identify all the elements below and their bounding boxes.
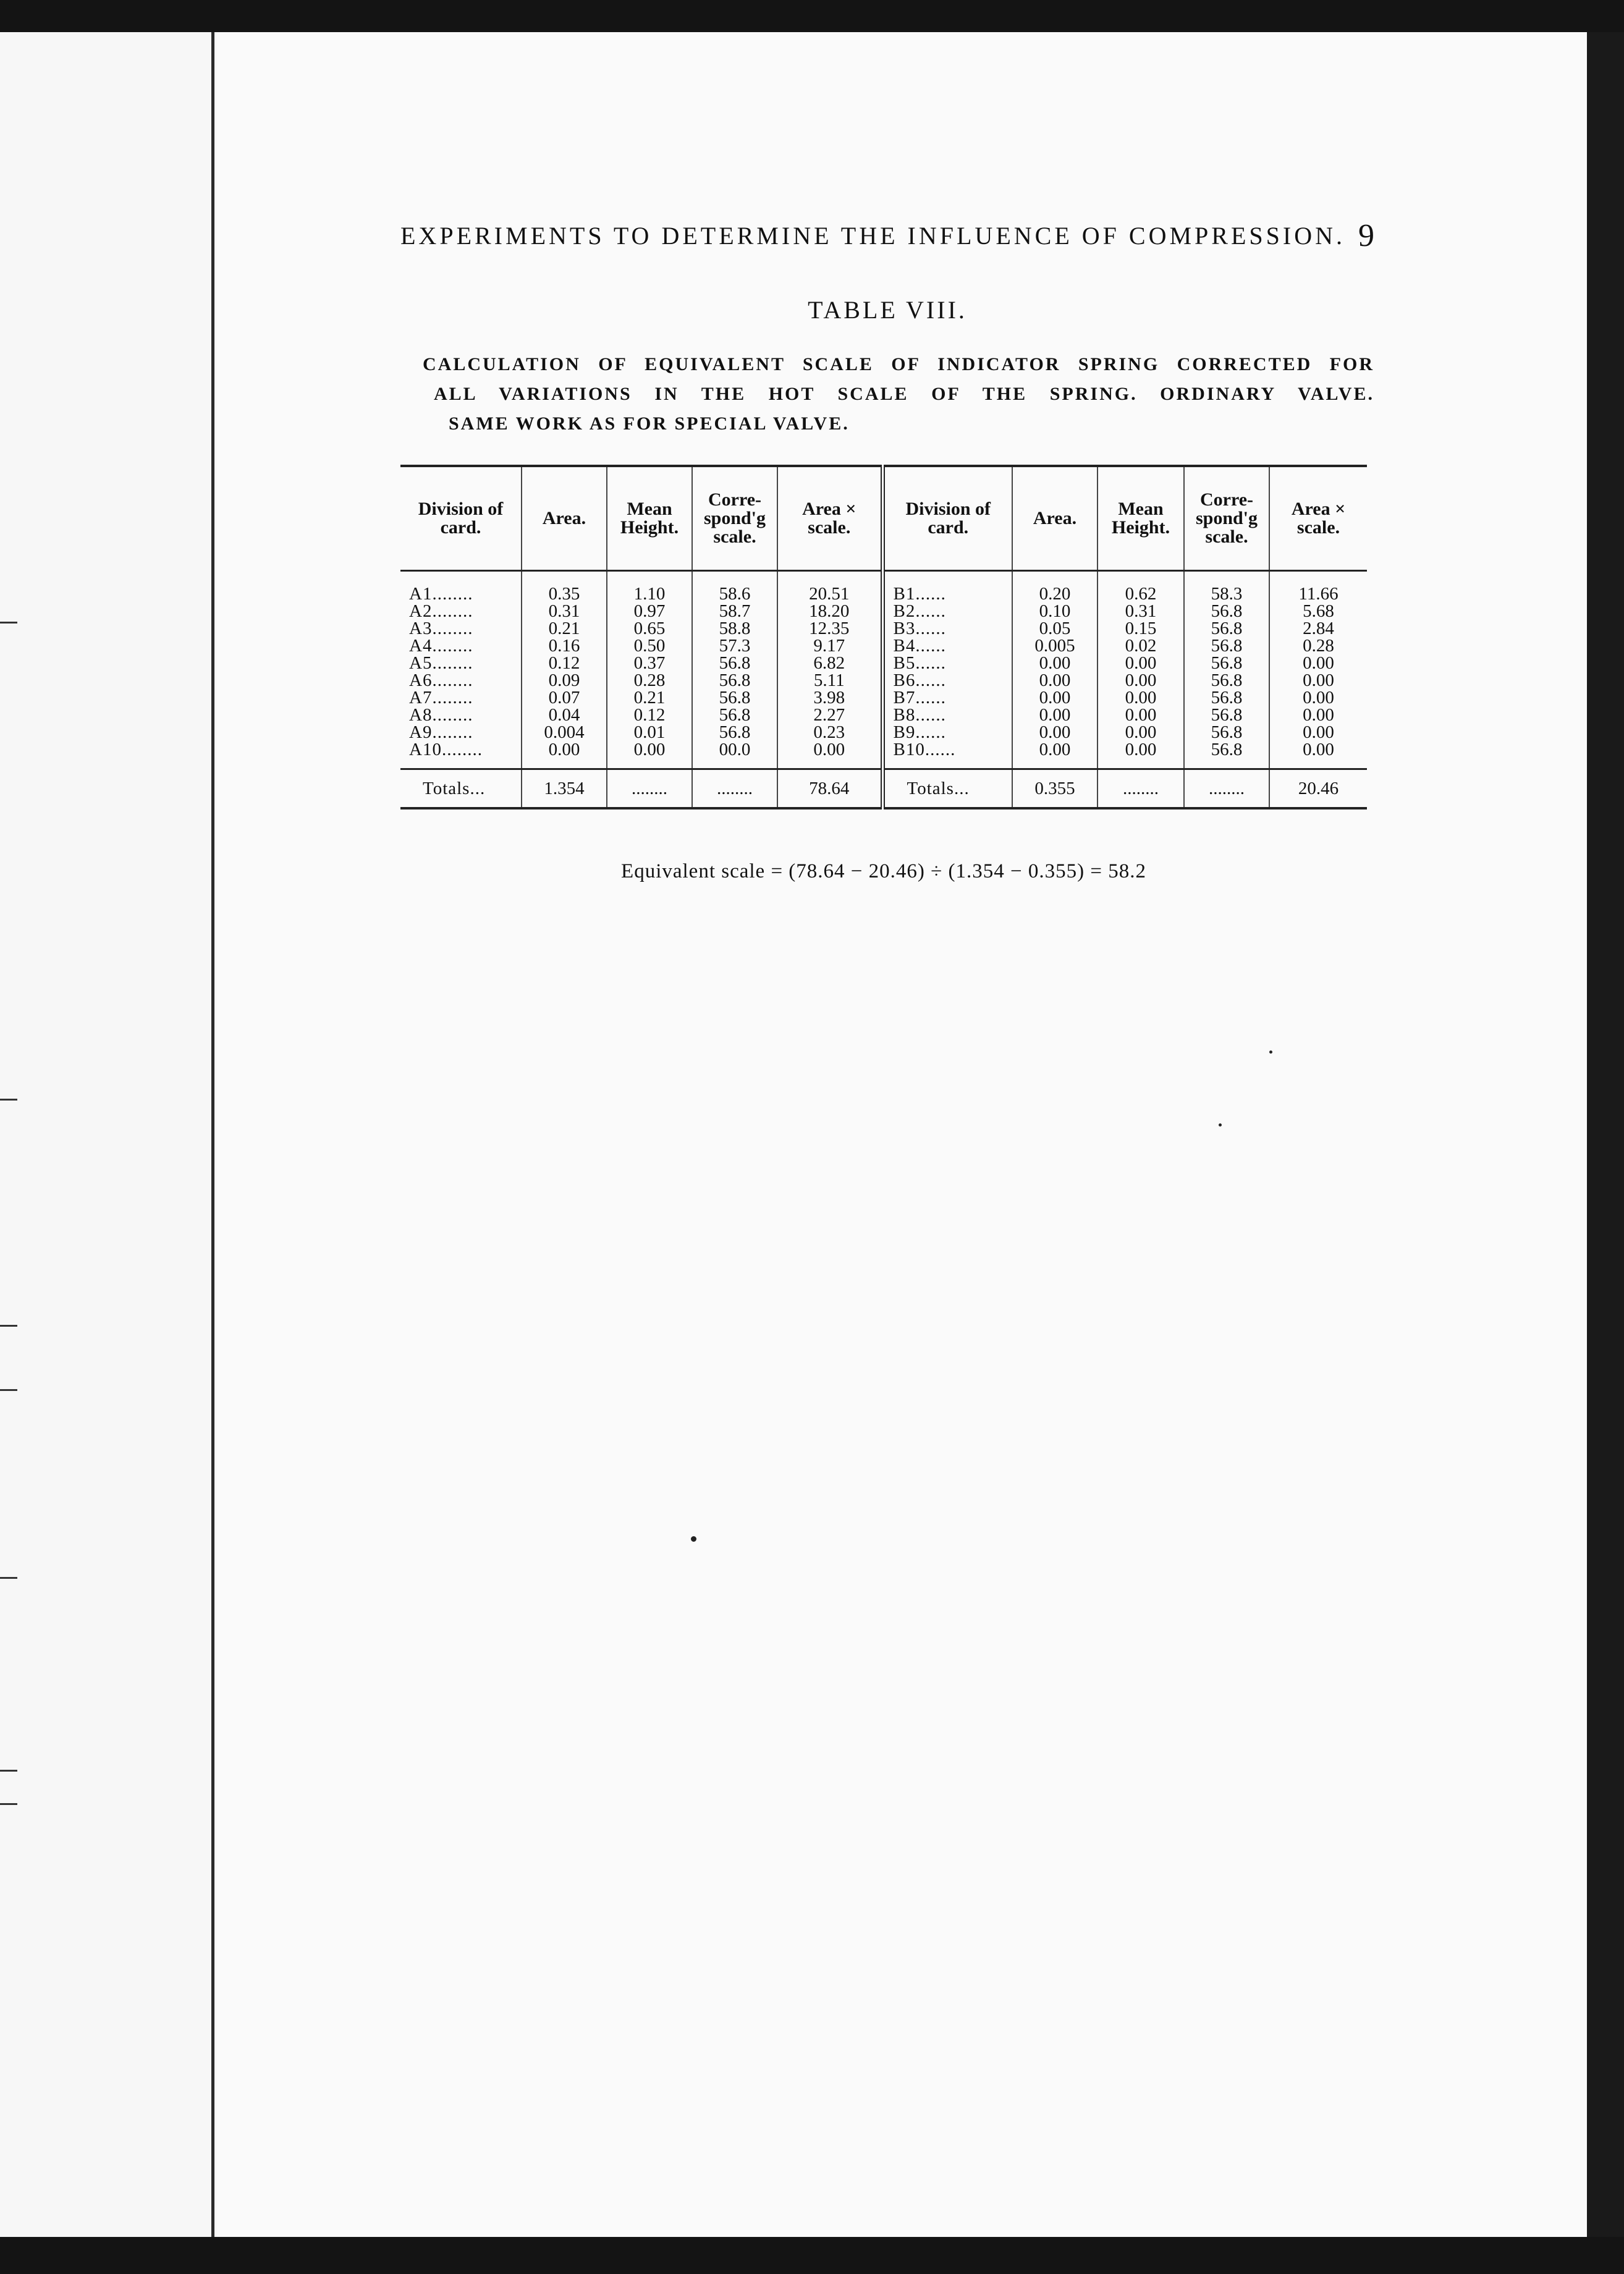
- cell-scale-a: 57.3: [692, 637, 777, 654]
- cell-area-a: 0.00: [522, 741, 607, 769]
- cell-area-x-scale-a: 5.11: [777, 672, 882, 689]
- cell-scale-a: 56.8: [692, 724, 777, 741]
- cell-mean-height-a: 0.01: [607, 724, 692, 741]
- cell-division-b: B7......: [882, 689, 1012, 706]
- margin-tick-mark: [0, 1770, 17, 1772]
- cell-area-x-scale-b: 0.00: [1269, 741, 1367, 769]
- cell-mean-height-a: 0.00: [607, 741, 692, 769]
- page-fold-line: [211, 32, 214, 2237]
- cell-scale-a: 56.8: [692, 672, 777, 689]
- cell-area-x-scale-a: 20.51: [777, 571, 882, 603]
- cell-area-b: 0.00: [1012, 654, 1097, 672]
- cell-division-b: B3......: [882, 620, 1012, 637]
- table-row: [400, 706, 1367, 724]
- cell-mean-height-b: 0.15: [1097, 620, 1184, 637]
- table-row: [400, 672, 1367, 689]
- running-head: [400, 218, 1374, 253]
- cell-scale-a: 00.0: [692, 741, 777, 769]
- table-row: [400, 654, 1367, 672]
- margin-tick-mark: [0, 622, 17, 623]
- cell-scale-a: 56.8: [692, 689, 777, 706]
- calculation-table: [400, 465, 1367, 809]
- cell-area-x-scale-a: 0.00: [777, 741, 882, 769]
- cell-mean-height-a: 0.37: [607, 654, 692, 672]
- cell-mean-height-b: 0.00: [1097, 654, 1184, 672]
- caption-line: SAME WORK AS FOR SPECIAL VALVE.: [449, 413, 850, 434]
- table-title: TABLE VIII.: [808, 296, 967, 324]
- scan-speck: [691, 1536, 696, 1542]
- total-area-b: 0.355: [1012, 769, 1097, 809]
- cell-mean-height-a: 0.65: [607, 620, 692, 637]
- cell-area-x-scale-b: 0.00: [1269, 672, 1367, 689]
- total-area-x-scale-a: 78.64: [777, 769, 882, 809]
- cell-division-a: A5........: [409, 653, 473, 673]
- cell-division-b: B6......: [882, 672, 1012, 689]
- header-division-a: Division of card.: [400, 466, 522, 571]
- caption-line: CALCULATION OF EQUIVALENT SCALE OF INDICATOR SPRING CORRECTED FOR: [423, 354, 1374, 374]
- cell-scale-b: 56.8: [1184, 724, 1269, 741]
- cell-area-a: 0.21: [522, 620, 607, 637]
- cell-mean-height-a: 1.10: [607, 571, 692, 603]
- table-row: [400, 741, 1367, 769]
- cell-scale-b: 58.3: [1184, 571, 1269, 603]
- header-area-a: Area.: [522, 466, 607, 571]
- cell-scale-b: 56.8: [1184, 706, 1269, 724]
- table-row: [400, 602, 1367, 620]
- cell-area-a: 0.16: [522, 637, 607, 654]
- cell-division-a: A6........: [409, 670, 473, 690]
- cell-area-b: 0.00: [1012, 724, 1097, 741]
- caption-line: ALL VARIATIONS IN THE HOT SCALE OF THE SPRING. ORDINARY VALVE.: [434, 384, 1374, 404]
- cell-area-a: 0.31: [522, 602, 607, 620]
- cell-division-a: A7........: [409, 688, 473, 708]
- cell-area-a: 0.04: [522, 706, 607, 724]
- table-row: [400, 689, 1367, 706]
- cell-scale-a: 56.8: [692, 706, 777, 724]
- header-corresponding-scale-b: Corre-spond'g scale.: [1184, 466, 1269, 571]
- cell-mean-height-b: 0.00: [1097, 724, 1184, 741]
- cell-division-a: A1........: [409, 584, 473, 604]
- total-mean-height-a: ........: [607, 769, 692, 809]
- margin-tick-mark: [0, 1389, 17, 1391]
- totals-label-b: Totals...: [882, 769, 1012, 809]
- cell-division-b: B10......: [882, 741, 1012, 769]
- scan-speck: [1269, 1050, 1272, 1054]
- cell-area-x-scale-a: 6.82: [777, 654, 882, 672]
- cell-division-a: A8........: [409, 705, 473, 725]
- margin-tick-mark: [0, 1099, 17, 1101]
- cell-division-a: A10........: [409, 740, 483, 759]
- table-row: [400, 724, 1367, 741]
- table-row: [400, 637, 1367, 654]
- cell-mean-height-a: 0.50: [607, 637, 692, 654]
- cell-area-b: 0.00: [1012, 706, 1097, 724]
- cell-division-b: B9......: [882, 724, 1012, 741]
- total-area-x-scale-b: 20.46: [1269, 769, 1367, 809]
- cell-division-b: B4......: [882, 637, 1012, 654]
- cell-area-a: 0.004: [522, 724, 607, 741]
- cell-area-b: 0.10: [1012, 602, 1097, 620]
- header-area-x-scale-a: Area × scale.: [777, 466, 882, 571]
- cell-mean-height-a: 0.21: [607, 689, 692, 706]
- cell-division-b: B8......: [882, 706, 1012, 724]
- cell-division-a: A2........: [409, 601, 473, 621]
- total-scale-b: ........: [1184, 769, 1269, 809]
- scan-border-top: [0, 0, 1624, 32]
- cell-area-a: 0.35: [522, 571, 607, 603]
- table-row: [400, 620, 1367, 637]
- header-mean-height-b: Mean Height.: [1097, 466, 1184, 571]
- cell-mean-height-b: 0.00: [1097, 706, 1184, 724]
- margin-tick-mark: [0, 1325, 17, 1327]
- cell-scale-a: 58.8: [692, 620, 777, 637]
- header-division-b: Division of card.: [882, 466, 1012, 571]
- cell-area-b: 0.00: [1012, 672, 1097, 689]
- cell-mean-height-b: 0.00: [1097, 689, 1184, 706]
- cell-division-a: A4........: [409, 636, 473, 656]
- cell-area-b: 0.05: [1012, 620, 1097, 637]
- cell-area-x-scale-b: 0.00: [1269, 689, 1367, 706]
- cell-mean-height-b: 0.31: [1097, 602, 1184, 620]
- cell-mean-height-b: 0.00: [1097, 672, 1184, 689]
- facing-page-edge: [0, 32, 210, 2237]
- cell-mean-height-a: 0.28: [607, 672, 692, 689]
- cell-scale-a: 58.7: [692, 602, 777, 620]
- margin-tick-mark: [0, 1577, 17, 1579]
- cell-area-a: 0.12: [522, 654, 607, 672]
- header-area-x-scale-b: Area × scale.: [1269, 466, 1367, 571]
- cell-mean-height-a: 0.12: [607, 706, 692, 724]
- cell-area-x-scale-a: 3.98: [777, 689, 882, 706]
- table-row: [400, 571, 1367, 603]
- cell-area-x-scale-b: 11.66: [1269, 571, 1367, 603]
- cell-scale-b: 56.8: [1184, 689, 1269, 706]
- scan-border-right: [1587, 32, 1624, 2237]
- cell-area-x-scale-a: 12.35: [777, 620, 882, 637]
- totals-label-a: Totals...: [400, 769, 522, 809]
- cell-area-x-scale-a: 18.20: [777, 602, 882, 620]
- equivalent-scale-equation: Equivalent scale = (78.64 − 20.46) ÷ (1.354 − 0.355) = 58.2: [621, 860, 1146, 882]
- cell-area-b: 0.00: [1012, 741, 1097, 769]
- header-area-b: Area.: [1012, 466, 1097, 571]
- cell-division-b: B5......: [882, 654, 1012, 672]
- cell-area-a: 0.09: [522, 672, 607, 689]
- cell-scale-a: 56.8: [692, 654, 777, 672]
- total-area-a: 1.354: [522, 769, 607, 809]
- scan-border-bottom: [0, 2237, 1624, 2274]
- margin-tick-mark: [0, 1803, 17, 1805]
- cell-area-x-scale-b: 0.00: [1269, 724, 1367, 741]
- cell-area-b: 0.005: [1012, 637, 1097, 654]
- cell-area-x-scale-b: 0.00: [1269, 654, 1367, 672]
- table-caption: [423, 350, 1374, 439]
- cell-area-b: 0.20: [1012, 571, 1097, 603]
- total-mean-height-b: ........: [1097, 769, 1184, 809]
- cell-mean-height-a: 0.97: [607, 602, 692, 620]
- cell-division-b: B1......: [882, 571, 1012, 603]
- cell-area-x-scale-a: 2.27: [777, 706, 882, 724]
- cell-division-a: A3........: [409, 619, 473, 638]
- cell-mean-height-b: 0.02: [1097, 637, 1184, 654]
- running-head-text: EXPERIMENTS TO DETERMINE THE INFLUENCE OF COMPRESSION.: [400, 222, 1345, 250]
- cell-scale-a: 58.6: [692, 571, 777, 603]
- scan-speck: [1219, 1123, 1222, 1126]
- cell-area-x-scale-a: 0.23: [777, 724, 882, 741]
- totals-row: [400, 769, 1367, 809]
- cell-area-b: 0.00: [1012, 689, 1097, 706]
- cell-mean-height-b: 0.00: [1097, 741, 1184, 769]
- cell-area-x-scale-b: 0.28: [1269, 637, 1367, 654]
- cell-area-x-scale-b: 0.00: [1269, 706, 1367, 724]
- cell-scale-b: 56.8: [1184, 741, 1269, 769]
- cell-scale-b: 56.8: [1184, 620, 1269, 637]
- header-mean-height-a: Mean Height.: [607, 466, 692, 571]
- cell-scale-b: 56.8: [1184, 672, 1269, 689]
- cell-mean-height-b: 0.62: [1097, 571, 1184, 603]
- cell-area-x-scale-a: 9.17: [777, 637, 882, 654]
- cell-scale-b: 56.8: [1184, 602, 1269, 620]
- cell-scale-b: 56.8: [1184, 637, 1269, 654]
- total-scale-a: ........: [692, 769, 777, 809]
- page-number: 9: [1358, 218, 1374, 253]
- cell-division-b: B2......: [882, 602, 1012, 620]
- cell-division-a: A9........: [409, 722, 473, 742]
- cell-area-x-scale-b: 5.68: [1269, 602, 1367, 620]
- cell-area-a: 0.07: [522, 689, 607, 706]
- header-corresponding-scale-a: Corre-spond'g scale.: [692, 466, 777, 571]
- cell-area-x-scale-b: 2.84: [1269, 620, 1367, 637]
- cell-scale-b: 56.8: [1184, 654, 1269, 672]
